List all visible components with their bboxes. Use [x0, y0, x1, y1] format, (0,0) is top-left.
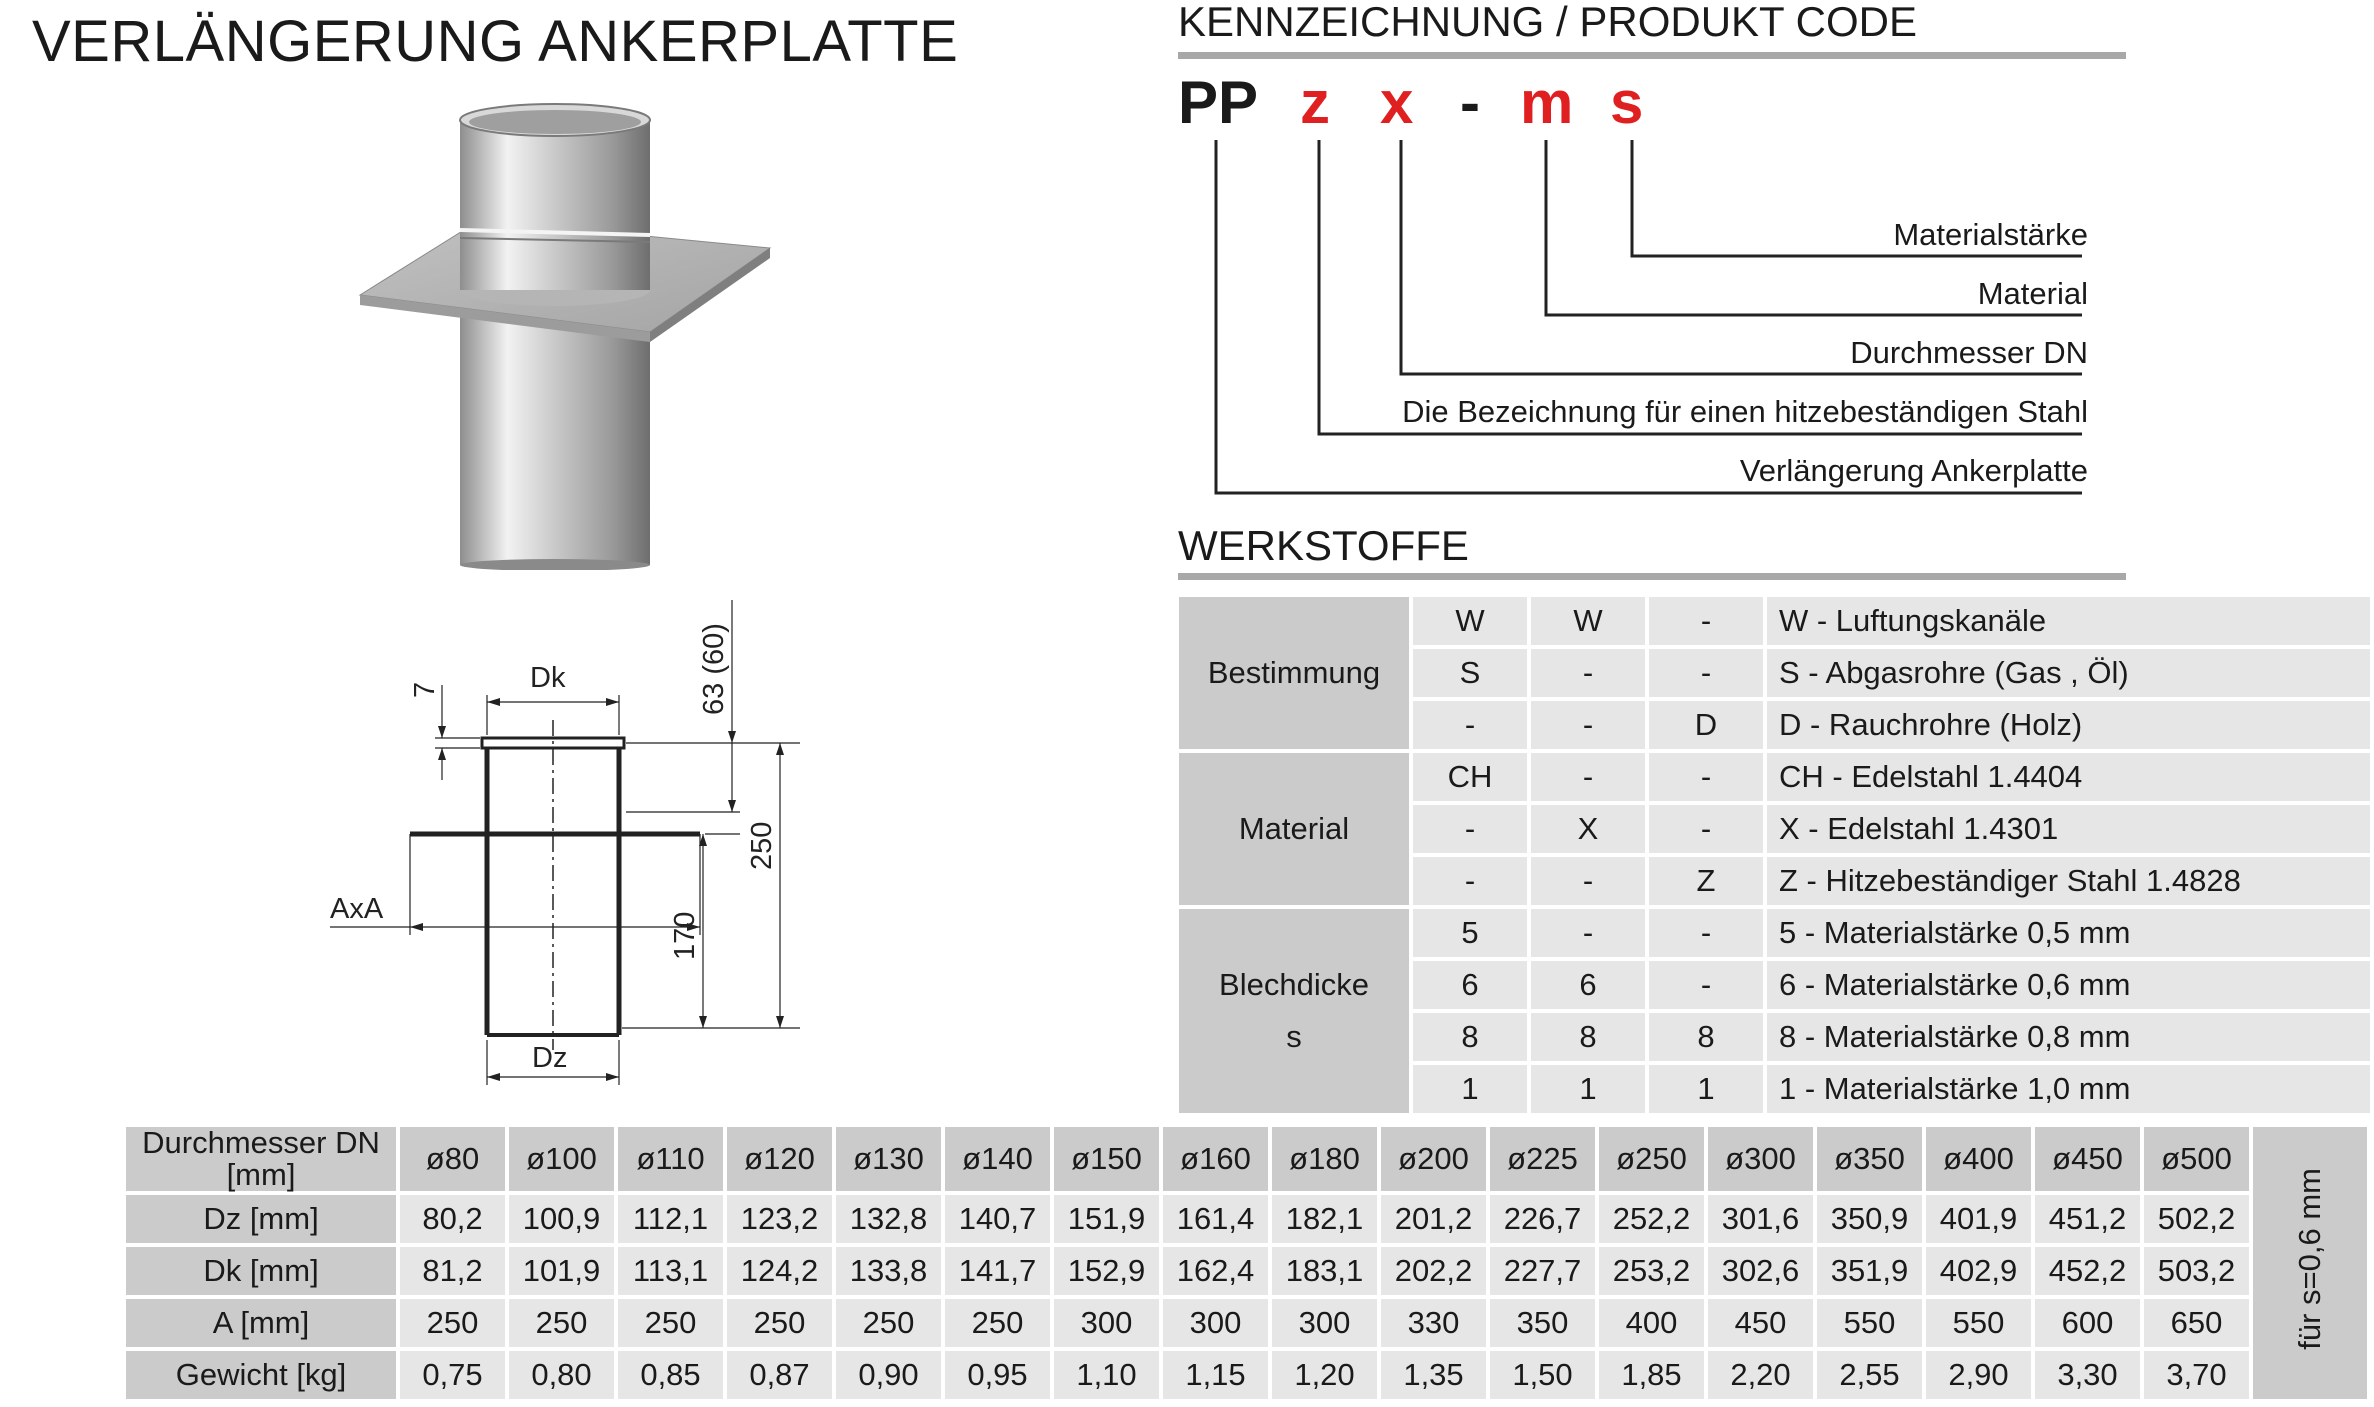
dimensions-table — [122, 1123, 2371, 1403]
table-row: 6 6 - 6 - Materialstärke 0,6 mm — [1179, 961, 2370, 1009]
thickness-note — [2253, 1127, 2367, 1399]
table-row — [126, 1299, 2367, 1347]
table-row: - X - X - Edelstahl 1.4301 — [1179, 805, 2370, 853]
table-cell: ø500 — [2144, 1127, 2249, 1191]
table-cell: 450 — [1708, 1299, 1813, 1347]
table-cell: 550 — [1926, 1299, 2031, 1347]
table-row: 1 1 1 1 - Materialstärke 1,0 mm — [1179, 1065, 2370, 1113]
table-cell: ø120 — [727, 1127, 832, 1191]
table-cell: 100,9 — [509, 1195, 614, 1243]
dim-7-label: 7 — [409, 681, 441, 698]
table-cell: 152,9 — [1054, 1247, 1159, 1295]
table-cell: ø300 — [1708, 1127, 1813, 1191]
table-cell: ø400 — [1926, 1127, 2031, 1191]
group-material: Material — [1179, 753, 1409, 905]
table-row: S - - S - Abgasrohre (Gas , Öl) — [1179, 649, 2370, 697]
table-cell: 600 — [2035, 1299, 2140, 1347]
table-cell: ø450 — [2035, 1127, 2140, 1191]
table-cell: 503,2 — [2144, 1247, 2249, 1295]
table-cell: 201,2 — [1381, 1195, 1486, 1243]
table-cell: 0,80 — [509, 1351, 614, 1399]
table-cell: 1,85 — [1599, 1351, 1704, 1399]
table-cell: 302,6 — [1708, 1247, 1813, 1295]
axa-label: AxA — [330, 893, 384, 925]
table-cell: 124,2 — [727, 1247, 832, 1295]
table-cell: 141,7 — [945, 1247, 1050, 1295]
table-cell: ø150 — [1054, 1127, 1159, 1191]
row-label: Gewicht [kg] — [126, 1351, 396, 1399]
row-label: Dk [mm] — [126, 1247, 396, 1295]
table-cell: 227,7 — [1490, 1247, 1595, 1295]
product-code-diagram — [1178, 0, 2088, 500]
table-cell: 133,8 — [836, 1247, 941, 1295]
table-cell: 183,1 — [1272, 1247, 1377, 1295]
table-cell: 182,1 — [1272, 1195, 1377, 1243]
product-code-heading: KENNZEICHNUNG / PRODUKT CODE — [1178, 0, 1917, 45]
table-cell: 350 — [1490, 1299, 1595, 1347]
table-cell: 202,2 — [1381, 1247, 1486, 1295]
dz-label: Dz — [532, 1042, 568, 1074]
table-cell: 402,9 — [1926, 1247, 2031, 1295]
label-materialstaerke: Materialstärke — [1893, 217, 2088, 252]
dim-250-label: 250 — [746, 821, 778, 870]
code-s: s — [1610, 69, 1644, 136]
table-row — [126, 1127, 2367, 1191]
table-cell: ø250 — [1599, 1127, 1704, 1191]
row-label: Dz [mm] — [126, 1195, 396, 1243]
table-cell: 3,70 — [2144, 1351, 2249, 1399]
group-blechdicke: Blechdicke s — [1179, 909, 1409, 1113]
table-row: Bestimmung W W - W - Luftungskanäle — [1179, 597, 2370, 645]
dk-label: Dk — [530, 662, 566, 694]
table-cell: 101,9 — [509, 1247, 614, 1295]
table-cell: 300 — [1272, 1299, 1377, 1347]
table-cell: 0,95 — [945, 1351, 1050, 1399]
label-durchmesser: Durchmesser DN — [1850, 335, 2088, 370]
table-cell: 250 — [727, 1299, 832, 1347]
table-cell: 250 — [618, 1299, 723, 1347]
code-z: z — [1300, 69, 1330, 136]
table-cell: 1,35 — [1381, 1351, 1486, 1399]
table-cell: 451,2 — [2035, 1195, 2140, 1243]
table-cell: 250 — [836, 1299, 941, 1347]
technical-drawing — [310, 590, 810, 1100]
table-cell: 550 — [1817, 1299, 1922, 1347]
table-cell: 1,15 — [1163, 1351, 1268, 1399]
table-cell: 3,30 — [2035, 1351, 2140, 1399]
divider — [1178, 573, 2126, 580]
table-cell: ø350 — [1817, 1127, 1922, 1191]
table-cell: 502,2 — [2144, 1195, 2249, 1243]
table-row: Blechdicke s 5 - - 5 - Materialstärke 0,5 mm — [1179, 909, 2370, 957]
table-cell: ø110 — [618, 1127, 723, 1191]
row-label: A [mm] — [126, 1299, 396, 1347]
table-cell: ø180 — [1272, 1127, 1377, 1191]
table-cell: 301,6 — [1708, 1195, 1813, 1243]
table-cell: 401,9 — [1926, 1195, 2031, 1243]
werkstoffe-heading: WERKSTOFFE — [1178, 522, 1469, 569]
dim-170-label: 170 — [669, 911, 701, 960]
table-cell: 162,4 — [1163, 1247, 1268, 1295]
table-cell: 253,2 — [1599, 1247, 1704, 1295]
table-cell: ø140 — [945, 1127, 1050, 1191]
table-row: - - Z Z - Hitzebeständiger Stahl 1.4828 — [1179, 857, 2370, 905]
table-cell: 2,90 — [1926, 1351, 2031, 1399]
table-cell: 112,1 — [618, 1195, 723, 1243]
table-cell: 350,9 — [1817, 1195, 1922, 1243]
code-dash: - — [1460, 69, 1480, 136]
table-cell: 1,20 — [1272, 1351, 1377, 1399]
row-label: Durchmesser DN [mm] — [126, 1127, 396, 1191]
thickness-note-text: für s=0,6 mm — [2292, 1168, 2327, 1350]
table-cell: ø225 — [1490, 1127, 1595, 1191]
label-verlaengerung: Verlängerung Ankerplatte — [1739, 453, 2088, 488]
table-cell: 151,9 — [1054, 1195, 1159, 1243]
table-row: Material CH - - CH - Edelstahl 1.4404 — [1179, 753, 2370, 801]
table-cell: 132,8 — [836, 1195, 941, 1243]
table-cell: 250 — [509, 1299, 614, 1347]
label-stahl: Die Bezeichnung für einen hitzebeständigen Stahl — [1402, 394, 2088, 429]
table-cell: 1,50 — [1490, 1351, 1595, 1399]
table-cell: 250 — [400, 1299, 505, 1347]
table-cell: 452,2 — [2035, 1247, 2140, 1295]
table-row — [126, 1195, 2367, 1243]
table-cell: 161,4 — [1163, 1195, 1268, 1243]
table-cell: ø100 — [509, 1127, 614, 1191]
table-cell: 113,1 — [618, 1247, 723, 1295]
label-material: Material — [1977, 276, 2088, 311]
table-cell: 300 — [1163, 1299, 1268, 1347]
table-cell: 2,20 — [1708, 1351, 1813, 1399]
code-m: m — [1520, 69, 1574, 136]
table-cell: 1,10 — [1054, 1351, 1159, 1399]
werkstoffe-table — [1175, 593, 2374, 1117]
table-cell: 330 — [1381, 1299, 1486, 1347]
table-cell: 300 — [1054, 1299, 1159, 1347]
table-cell: 0,90 — [836, 1351, 941, 1399]
table-row: - - D D - Rauchrohre (Holz) — [1179, 701, 2370, 749]
table-cell: 0,87 — [727, 1351, 832, 1399]
code-x: x — [1380, 69, 1414, 136]
table-cell: 351,9 — [1817, 1247, 1922, 1295]
page-title: VERLÄNGERUNG ANKERPLATTE — [32, 9, 959, 74]
table-row — [126, 1351, 2367, 1399]
table-row: 8 8 8 8 - Materialstärke 0,8 mm — [1179, 1013, 2370, 1061]
table-row — [126, 1247, 2367, 1295]
table-cell: 140,7 — [945, 1195, 1050, 1243]
table-cell: 252,2 — [1599, 1195, 1704, 1243]
table-cell: 80,2 — [400, 1195, 505, 1243]
table-cell: 2,55 — [1817, 1351, 1922, 1399]
table-cell: ø200 — [1381, 1127, 1486, 1191]
table-cell: ø80 — [400, 1127, 505, 1191]
table-cell: 400 — [1599, 1299, 1704, 1347]
product-image — [350, 100, 810, 570]
table-cell: 650 — [2144, 1299, 2249, 1347]
table-cell: 81,2 — [400, 1247, 505, 1295]
table-cell: 250 — [945, 1299, 1050, 1347]
code-pp: PP — [1178, 69, 1259, 136]
table-cell: 123,2 — [727, 1195, 832, 1243]
table-cell: 0,85 — [618, 1351, 723, 1399]
table-cell: ø160 — [1163, 1127, 1268, 1191]
dim-63-label: 63 (60) — [698, 623, 730, 715]
table-cell: 226,7 — [1490, 1195, 1595, 1243]
group-bestimmung: Bestimmung — [1179, 597, 1409, 749]
table-cell: 0,75 — [400, 1351, 505, 1399]
table-cell: ø130 — [836, 1127, 941, 1191]
